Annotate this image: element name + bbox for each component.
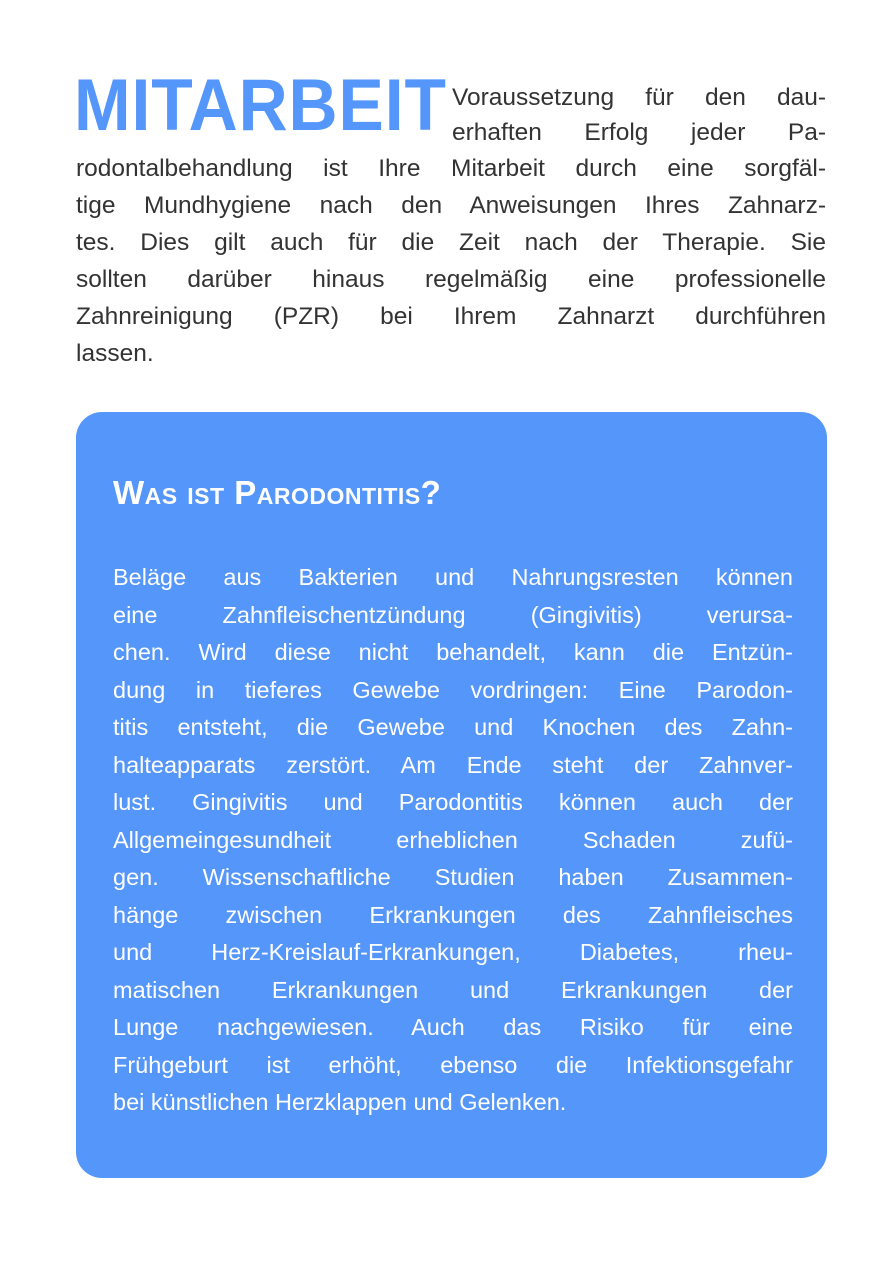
text-line: matischen Erkrankungen und Erkrankungen der [113, 976, 793, 1003]
text-line: eine Zahnfleischentzündung (Gingivitis) verursa- [113, 601, 793, 628]
info-box-body [113, 559, 793, 1122]
info-box-title: Was ist Parodontitis? [113, 474, 442, 511]
text-line: lust. Gingivitis und Parodontitis können auch der [113, 789, 793, 815]
text-line: gen. Wissenschaftliche Studien haben Zusammen- [113, 864, 793, 890]
text-line: Frühgeburt ist erhöht, ebenso die Infektionsgefahr [113, 1051, 793, 1078]
text-line: titis entsteht, die Gewebe und Knochen des Zahn- [113, 714, 793, 740]
text-line: Voraussetzung für den dau- [452, 84, 826, 111]
text-line: chen. Wird diese nicht behandelt, kann die Entzün- [113, 639, 793, 665]
section-heading-mitarbeit: MITARBEIT [74, 65, 447, 146]
text-line: tige Mundhygiene nach den Anweisungen Ihres Zahnarz- [76, 192, 826, 219]
text-line: rodontalbehandlung ist Ihre Mitarbeit durch eine sorgfäl- [76, 155, 826, 182]
text-line: hänge zwischen Erkrankungen des Zahnfleisches [113, 901, 793, 928]
text-line: und Herz-Kreislauf-Erkrankungen, Diabetes, rheu- [113, 939, 793, 965]
intro-paragraph [76, 80, 826, 372]
info-box-parodontitis [76, 412, 827, 1178]
text-line: Beläge aus Bakterien und Nahrungsresten können [113, 564, 793, 590]
text-line: Lunge nachgewiesen. Auch das Risiko für eine [113, 1014, 793, 1040]
text-line: Allgemeingesundheit erheblichen Schaden zufü- [113, 826, 793, 853]
text-line: sollten darüber hinaus regelmäßig eine professionelle [76, 266, 826, 293]
text-line: Zahnreinigung (PZR) bei Ihrem Zahnarzt durchführen [76, 303, 826, 330]
text-line: dung in tieferes Gewebe vordringen: Eine Parodon- [113, 676, 793, 703]
text-line: bei künstlichen Herzklappen und Gelenken. [113, 1089, 567, 1115]
text-line: erhaften Erfolg jeder Pa- [452, 119, 826, 146]
text-line: halteapparats zerstört. Am Ende steht der Zahnver- [113, 751, 793, 778]
text-line: tes. Dies gilt auch für die Zeit nach der Therapie. Sie [76, 229, 826, 256]
text-line: lassen. [76, 340, 154, 367]
